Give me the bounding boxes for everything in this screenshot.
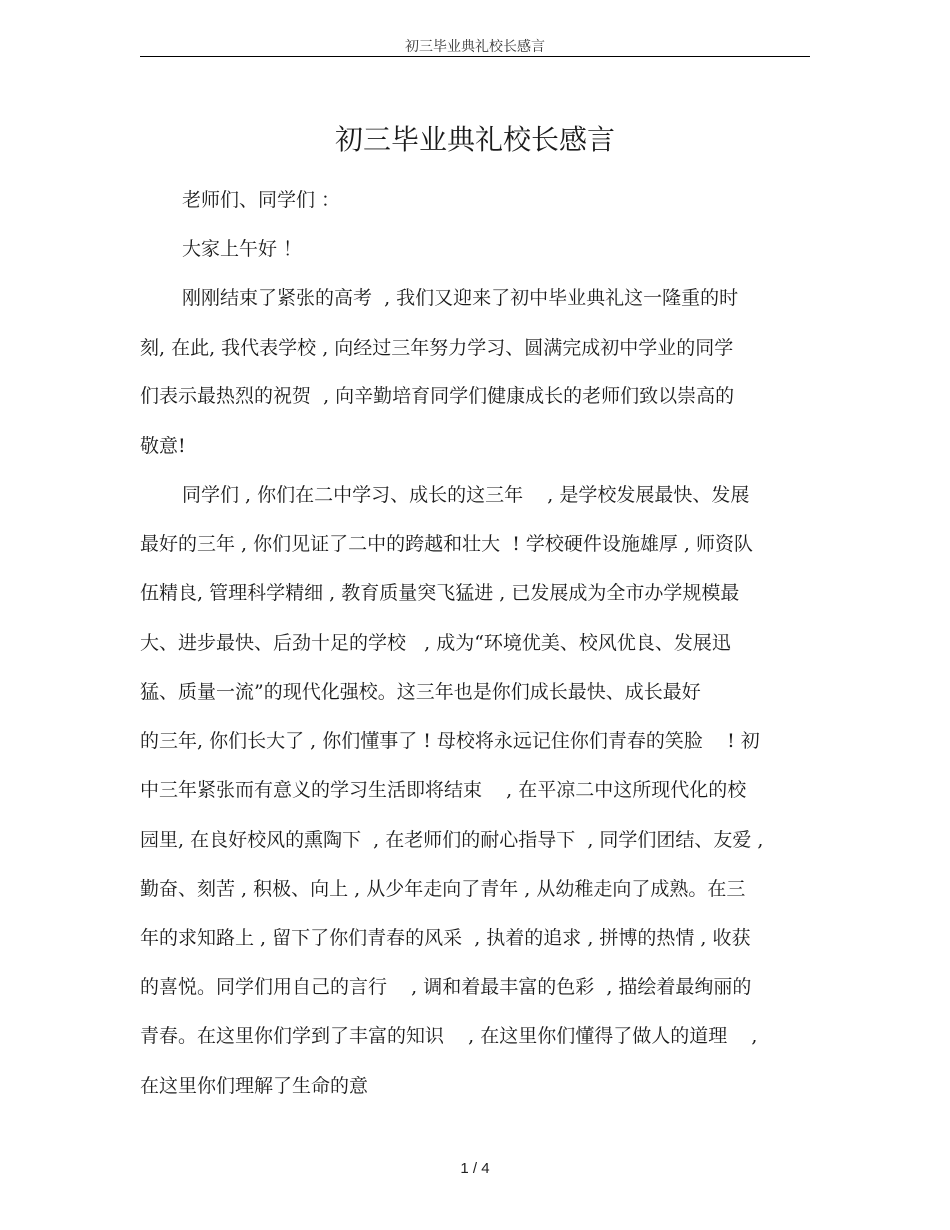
body-line: 在这里你们理解了生命的意 xyxy=(140,1075,369,1097)
body-line: 大家上午好 ！ xyxy=(182,238,303,260)
body-line: 年的求知路上 , 留下了你们青春的风采 , 执着的追求 , 拼博的热情 , 收获 xyxy=(140,927,751,949)
body-line: 勤奋、刻苦 , 积极、向上 , 从少年走向了青年 , 从幼稚走向了成熟。在三 xyxy=(140,878,746,900)
body-line: 老师们、同学们 ： xyxy=(182,189,341,211)
body-line: 最好的三年 , 你们见证了二中的跨越和壮大 ! 学校硬件设施雄厚 , 师资队 xyxy=(140,533,753,555)
body-line: 同学们 , 你们在二中学习、成长的这三年 , 是学校发展最快、发展 xyxy=(182,484,750,506)
body-line: 刻, 在此, 我代表学校 , 向经过三年努力学习、圆满完成初中学业的同学 xyxy=(140,337,734,359)
body-line: 中三年紧张而有意义的学习生活即将结束 , 在平凉二中这所现代化的校 xyxy=(140,779,747,801)
document-title: 初三毕业典礼校长感言 xyxy=(334,123,615,156)
body-line: 刚刚结束了紧张的高考 , 我们又迎来了初中毕业典礼这一隆重的时 xyxy=(182,287,739,309)
body-line: 们表示最热烈的祝贺 , 向辛勤培育同学们健康成长的老师们致以崇高的 xyxy=(140,385,735,407)
body-line: 大、进步最快、后劲十足的学校 , 成为“环境优美、校风优良、发展迅 xyxy=(140,632,731,654)
body-line: 的喜悦。同学们用自己的言行 , 调和着最丰富的色彩 , 描绘着最绚丽的 xyxy=(140,976,752,998)
body-line: 敬意! xyxy=(140,435,186,457)
body-line: 猛、质量一流”的现代化强校。这三年也是你们成长最快、成长最好 xyxy=(140,681,701,703)
body-line: 伍精良, 管理科学精细 , 教育质量突飞猛进 , 已发展成为全市办学规模最 xyxy=(140,582,740,604)
body-line: 的三年, 你们长大了 , 你们懂事了 ! 母校将永远记住你们青春的笑脸 ! 初 xyxy=(140,730,760,752)
page-number: 1 / 4 xyxy=(460,1160,490,1177)
header-divider xyxy=(140,56,810,57)
running-header: 初三毕业典礼校长感言 xyxy=(405,39,545,55)
body-line: 青春。在这里你们学到了丰富的知识 , 在这里你们懂得了做人的道理 , xyxy=(140,1025,758,1047)
body-line: 园里, 在良好校风的熏陶下 , 在老师们的耐心指导下 , 同学们团结、友爱 , xyxy=(140,829,764,851)
